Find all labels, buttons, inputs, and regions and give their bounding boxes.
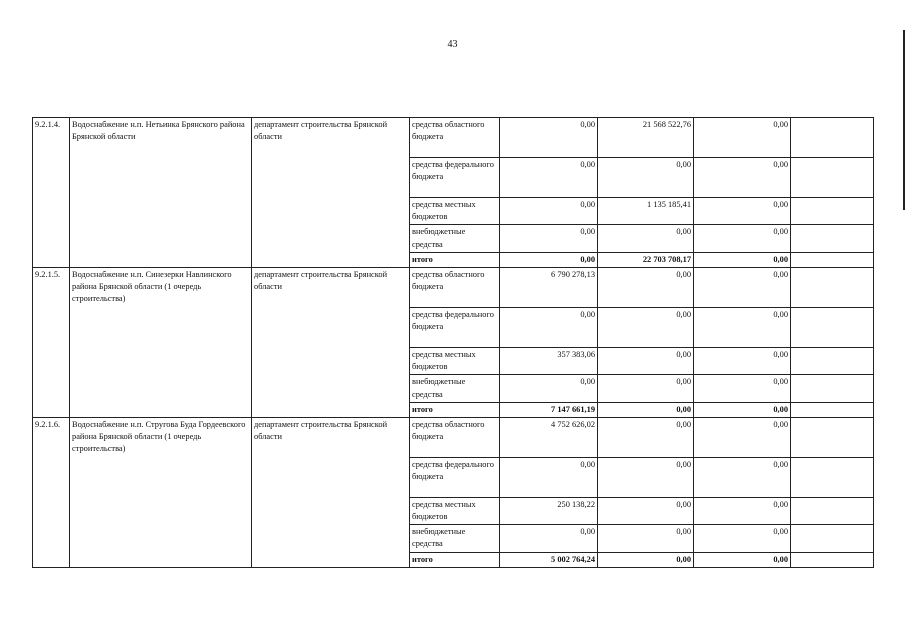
total-cell (791, 552, 874, 567)
amount-cell (791, 307, 874, 347)
total-cell: 7 147 661,19 (500, 402, 598, 417)
funding-source: внебюджетные средства (410, 525, 500, 552)
page-number: 43 (447, 39, 458, 50)
amount-cell (791, 497, 874, 524)
item-code: 9.2.1.4. (33, 118, 70, 268)
amount-cell (791, 417, 874, 457)
total-cell: 0,00 (500, 252, 598, 267)
table-row (33, 118, 874, 158)
amount-cell: 0,00 (598, 225, 694, 252)
amount-cell: 0,00 (694, 198, 791, 225)
total-cell: 0,00 (694, 552, 791, 567)
amount-cell: 6 790 278,13 (500, 267, 598, 307)
amount-cell: 0,00 (694, 118, 791, 158)
table-row (33, 267, 874, 307)
item-executor: департамент строительства Брянской области (252, 417, 410, 567)
table-row (33, 417, 874, 457)
amount-cell (791, 118, 874, 158)
amount-cell: 250 138,22 (500, 497, 598, 524)
funding-source: внебюджетные средства (410, 375, 500, 402)
item-code: 9.2.1.5. (33, 267, 70, 417)
total-label: итого (410, 252, 500, 267)
amount-cell: 0,00 (500, 307, 598, 347)
total-cell: 0,00 (694, 402, 791, 417)
amount-cell: 0,00 (598, 497, 694, 524)
amount-cell (791, 225, 874, 252)
amount-cell: 0,00 (500, 158, 598, 198)
amount-cell: 0,00 (598, 307, 694, 347)
funding-source: внебюджетные средства (410, 225, 500, 252)
funding-source: средства федерального бюджета (410, 307, 500, 347)
amount-cell: 357 383,06 (500, 347, 598, 374)
total-cell: 5 002 764,24 (500, 552, 598, 567)
amount-cell (791, 347, 874, 374)
amount-cell: 0,00 (500, 198, 598, 225)
funding-source: средства областного бюджета (410, 267, 500, 307)
amount-cell: 0,00 (694, 497, 791, 524)
amount-cell (791, 457, 874, 497)
amount-cell: 0,00 (694, 158, 791, 198)
total-cell (791, 252, 874, 267)
total-cell: 22 703 708,17 (598, 252, 694, 267)
total-cell: 0,00 (694, 252, 791, 267)
item-name: Водоснабжение н.п. Нетьинка Брянского района Брянской области (70, 118, 252, 268)
amount-cell: 0,00 (598, 417, 694, 457)
funding-source: средства местных бюджетов (410, 198, 500, 225)
total-cell: 0,00 (598, 402, 694, 417)
amount-cell (791, 375, 874, 402)
funding-source: средства областного бюджета (410, 118, 500, 158)
total-label: итого (410, 402, 500, 417)
total-cell: 0,00 (598, 552, 694, 567)
funding-source: средства федерального бюджета (410, 158, 500, 198)
funding-source: средства местных бюджетов (410, 497, 500, 524)
funding-source: средства местных бюджетов (410, 347, 500, 374)
amount-cell: 0,00 (694, 347, 791, 374)
budget-table (32, 117, 874, 568)
amount-cell: 0,00 (694, 417, 791, 457)
amount-cell: 0,00 (598, 347, 694, 374)
amount-cell: 1 135 185,41 (598, 198, 694, 225)
amount-cell: 21 568 522,76 (598, 118, 694, 158)
amount-cell: 4 752 626,02 (500, 417, 598, 457)
amount-cell: 0,00 (598, 375, 694, 402)
amount-cell: 0,00 (598, 158, 694, 198)
amount-cell (791, 525, 874, 552)
amount-cell (791, 267, 874, 307)
item-name: Водоснабжение н.п. Синезерки Навлинского района Брянской области (1 очередь строительства) (70, 267, 252, 417)
amount-cell: 0,00 (694, 225, 791, 252)
total-label: итого (410, 552, 500, 567)
amount-cell: 0,00 (694, 457, 791, 497)
amount-cell: 0,00 (598, 267, 694, 307)
amount-cell: 0,00 (694, 525, 791, 552)
amount-cell: 0,00 (500, 525, 598, 552)
item-executor: департамент строительства Брянской области (252, 267, 410, 417)
amount-cell: 0,00 (598, 457, 694, 497)
item-name: Водоснабжение н.п. Стругова Буда Гордеевского района Брянской области (1 очередь строительства) (70, 417, 252, 567)
amount-cell: 0,00 (694, 267, 791, 307)
item-code: 9.2.1.6. (33, 417, 70, 567)
amount-cell: 0,00 (694, 375, 791, 402)
amount-cell: 0,00 (500, 118, 598, 158)
amount-cell: 0,00 (694, 307, 791, 347)
funding-source: средства федерального бюджета (410, 457, 500, 497)
amount-cell: 0,00 (500, 225, 598, 252)
item-executor: департамент строительства Брянской области (252, 118, 410, 268)
amount-cell: 0,00 (598, 525, 694, 552)
amount-cell: 0,00 (500, 375, 598, 402)
amount-cell: 0,00 (500, 457, 598, 497)
amount-cell (791, 198, 874, 225)
funding-source: средства областного бюджета (410, 417, 500, 457)
amount-cell (791, 158, 874, 198)
total-cell (791, 402, 874, 417)
